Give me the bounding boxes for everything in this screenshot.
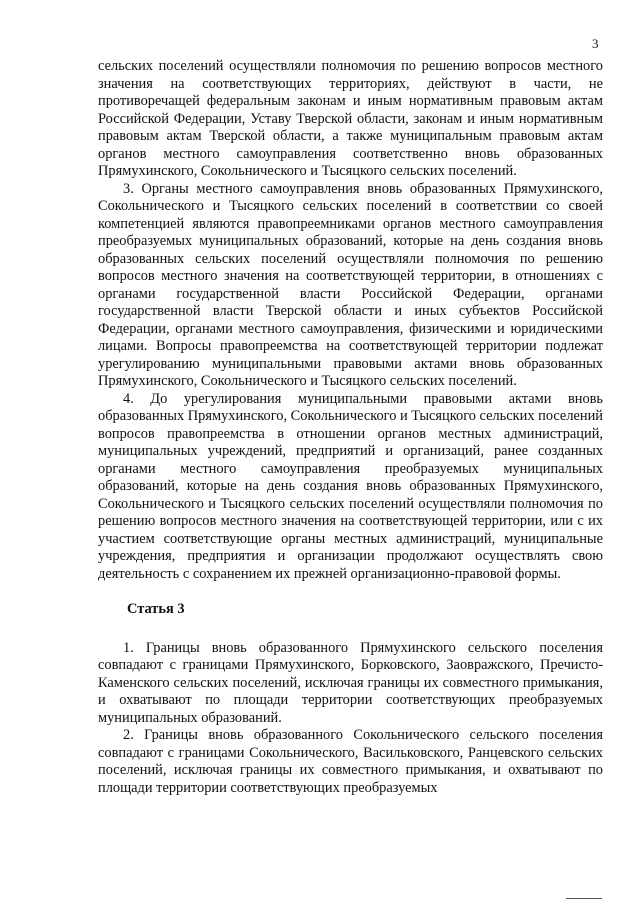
paragraph-item-3: 3. Органы местного самоуправления вновь образованных Прямухинского, Сокольнического и Тысяцкого сельских поселений в соответствии со своей компетенцией являются правопреемниками органов местного самоуправления преобразуемых муниципальных образований, которые на день создания вновь образованных сельских поселений осуществляли полномочия по решению вопросов местного значения на соответствующей территории, в отношениях с органами государственной власти Российской Федерации, органами государственной власти Тверской области и иных субъектов Российской Федерации, органами местного самоуправления, физическими и юридическими лицами. Вопросы правопреемства на соответствующей территории подлежат урегулированию муниципальными правовыми актами вновь образованных Прямухинского, Сокольнического и Тысяцкого сельских поселений. — [98, 180, 603, 389]
page-number: 3 — [592, 36, 599, 51]
document-body — [98, 58, 603, 797]
article-heading: Статья 3 — [127, 601, 185, 617]
page-bottom-cut-line — [566, 898, 602, 902]
paragraph-article3-item-2: 2. Границы вновь образованного Сокольнического сельского поселения совпадают с границами Сокольнического, Васильковского, Ранцевского сельских поселений, исключая границы их совместного примыкания, и охватывают по площади территории соответствующих преобразуемых — [98, 727, 603, 796]
paragraph-continuation: сельских поселений осуществляли полномочия по решению вопросов местного значения на соответствующих территориях, действуют в части, не противоречащей федеральным законам и иным нормативным правовым актам Российской Федерации, Уставу Тверской области, законам и иным нормативным правовым актам Тверской области, а также муниципальным правовым актам органов местного самоуправления соответственно вновь образованных Прямухинского, Сокольнического и Тысяцкого сельских поселений. — [98, 58, 603, 179]
paragraph-item-4: 4. До урегулирования муниципальными правовыми актами вновь образованных Прямухинского, Сокольнического и Тысяцкого сельских поселений вопросов правопреемства в отношении органов местных администраций, муниципальных учреждений, предприятий и организаций, ранее созданных органами местного самоуправления преобразуемых муниципальных образований, которые на день создания вновь образованных Прямухинского, Сокольнического и Тысяцкого сельских поселений осуществляли полномочия по решению вопросов местного значения на соответствующей территории, или с их участием соответствующие органы местных администраций, муниципальные учреждения, предприятия и организации продолжают осуществлять свою деятельность с сохранением их прежней организационно-правовой формы. — [98, 390, 603, 582]
paragraph-article3-item-1: 1. Границы вновь образованного Прямухинского сельского поселения совпадают с границами Прямухинского, Борковского, Заовражского, Пречисто-Каменского сельских поселений, исключая границы их совместного примыкания, и охватывают по площади территории соответствующих преобразуемых муниципальных образований. — [98, 639, 603, 726]
